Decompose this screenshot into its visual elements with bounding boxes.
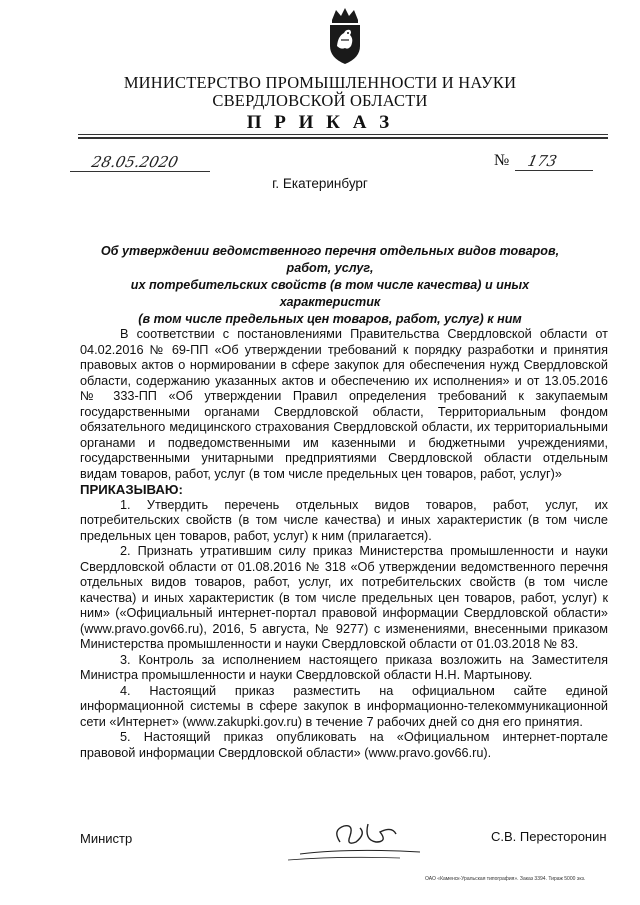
order-item: 2. Признать утратившим силу приказ Министерства промышленности и науки Свердловской области от 01.08.2016 № 318 «Об утверждении ведомственного перечня отдельных видов товаров, работ, услуг, их потребительских свойств (в том числе качества) и иных характеристик (в том числе предельных цен товаров, работ, услуг) к ним» («Официальный интернет-портал правовой информации Свердловской области» (www.pravo.gov66.ru), 2016, 5 августа, № 9277) с изменениями, внесенными приказом Министерства промышленности и науки Свердловской области от 01.03.2018 № 83. — [80, 544, 608, 651]
order-item: 5. Настоящий приказ опубликовать на «Официальном интернет-портале правовой информации Свердловской области» (www.pravo.gov66.ru). — [80, 730, 608, 760]
coat-of-arms-emblem — [324, 6, 366, 66]
handwritten-number: 173 — [526, 152, 559, 170]
number-underline — [515, 170, 593, 171]
signatory-position: Министр — [80, 831, 133, 846]
document-subject — [80, 243, 580, 328]
subject-line: Об утверждении ведомственного перечня отдельных видов товаров, работ, услуг, — [100, 244, 560, 275]
date-underline — [70, 171, 210, 172]
document-body — [80, 327, 608, 761]
order-item: 3. Контроль за исполнением настоящего приказа возложить на Заместителя Министра промышленности и науки Свердловской области Н.Н. Мартынову. — [80, 652, 608, 682]
signatory-name: С.В. Пересторонин — [491, 829, 607, 844]
handwritten-signature — [280, 812, 430, 864]
printer-footer: ОАО «Каменск-Уральская типография». Заказ 3394. Тираж 5000 экз. — [425, 876, 586, 882]
handwritten-date: 28.05.2020 — [90, 153, 180, 171]
subject-line: (в том числе предельных цен товаров, работ, услуг) к ним — [138, 312, 522, 326]
order-item: 4. Настоящий приказ разместить на официальном сайте единой информационной системы в сфере закупок в информационно-телекоммуникационной сети «Интернет» (www.zakupki.gov.ru) в течение 7 рабочих дней со дня его принятия. — [80, 683, 608, 729]
number-label: № — [494, 152, 510, 169]
ministry-name-line1: МИНИСТЕРСТВО ПРОМЫШЛЕННОСТИ И НАУКИ — [123, 73, 517, 92]
ministry-name-line2: СВЕРДЛОВСКОЙ ОБЛАСТИ — [212, 91, 428, 110]
order-item: 1. Утвердить перечень отдельных видов товаров, работ, услуг, их потребительских свойств (в том числе качества) и иных характеристик (в том числе предельных цен товаров, работ, услуг) к ним (прилагается). — [80, 497, 608, 543]
subject-line: их потребительских свойств (в том числе качества) и иных характеристик — [130, 278, 530, 309]
city: г. Екатеринбург — [272, 176, 368, 191]
decree-word: ПРИКАЗЫВАЮ: — [80, 482, 183, 497]
header-rule-thick — [78, 137, 608, 139]
header-rule — [78, 134, 608, 135]
preamble-paragraph: В соответствии с постановлениями Правительства Свердловской области от 04.02.2016 № 69-ПП «Об утверждении требований к порядку разработки и принятия правовых актов о нормировании в сфере закупок для обеспечения нужд Свердловской области, содержанию указанных актов и обеспечению их исполнения» и от 13.05.2016 № 333-ПП «Об утверждении Правил определения требований к закупаемым государственными органами Свердловской области, Территориальным фондом обязательного медицинского страхования Свердловской области, их территориальными органами и подведомственными им казенными и бюджетными учреждениями, государственными унитарными предприятиями Свердловской области отдельным видам товаров, работ, услуг (в том числе предельных цен товаров, работ, услуг)» — [80, 327, 608, 481]
document-type-title: П Р И К А З — [246, 112, 394, 133]
